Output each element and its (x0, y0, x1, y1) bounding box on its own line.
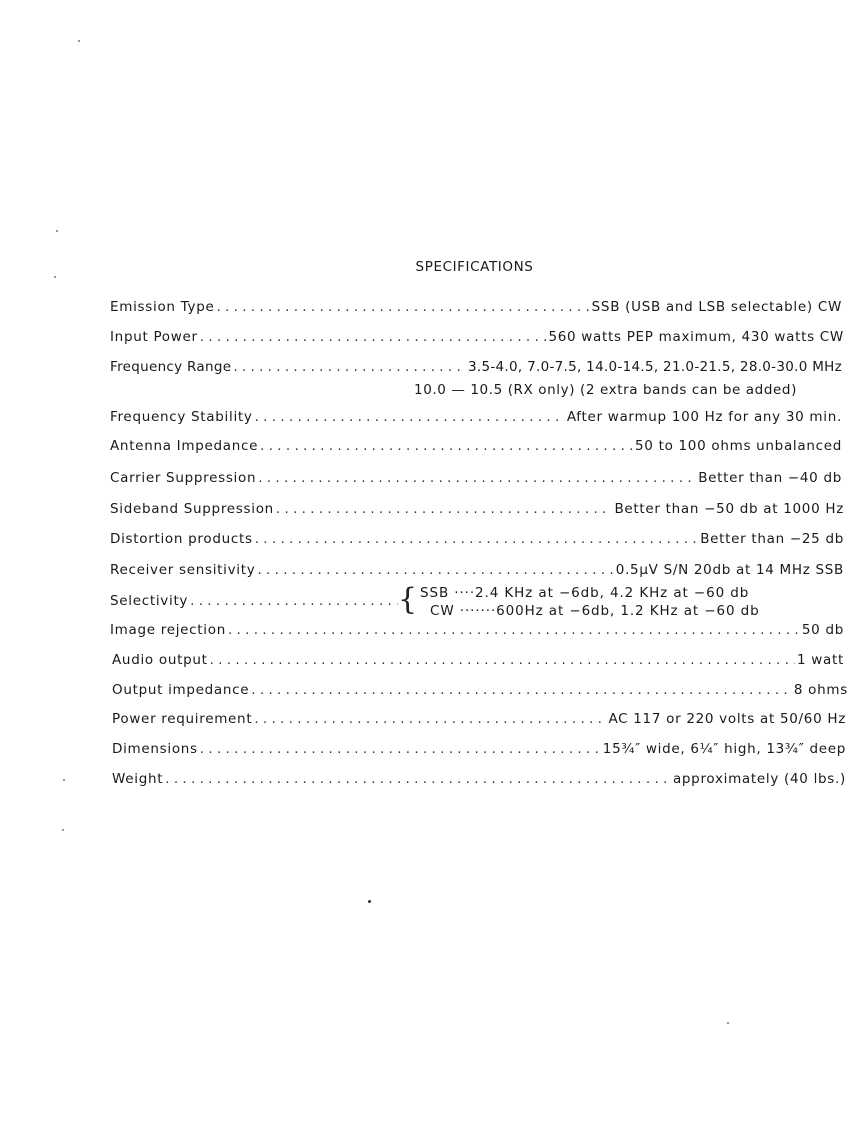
spec-row-weight (112, 771, 846, 787)
leader-dots (260, 438, 633, 454)
spec-row-image-rejection (110, 622, 844, 638)
leader-dots (216, 299, 589, 315)
spec-label: Weight (112, 771, 164, 787)
spec-row-dimensions (112, 741, 846, 757)
spec-value: 0.5μV S/N 20db at 14 MHz SSB (615, 562, 844, 578)
spec-label: Audio output (112, 652, 208, 668)
spec-value: 560 watts PEP maximum, 430 watts CW (548, 329, 844, 345)
brace-symbol: { (398, 582, 418, 617)
spec-row-sideband-suppression (110, 501, 844, 517)
spec-label: Power requirement (112, 711, 253, 727)
selectivity-cw: CW ·······600Hz at −6db, 1.2 KHz at −60 db (430, 603, 760, 619)
scan-speck (78, 40, 80, 42)
spec-value: AC 117 or 220 volts at 50/60 Hz (608, 711, 846, 727)
leader-dots (233, 359, 466, 375)
spec-value: approximately (40 lbs.) (672, 771, 846, 787)
leader-dots (257, 562, 613, 578)
spec-row-output-impedance (112, 682, 848, 698)
spec-row-frequency-stability (110, 409, 842, 425)
leader-dots (254, 711, 606, 727)
spec-row-receiver-sensitivity (110, 562, 844, 578)
leader-dots (276, 501, 613, 517)
spec-row-distortion-products (110, 531, 844, 547)
spec-value: Better than −40 db (698, 470, 842, 486)
spec-label: Carrier Suppression (110, 470, 257, 486)
spec-row-emission-type (110, 299, 842, 315)
spec-label: Sideband Suppression (110, 501, 274, 517)
leader-dots (255, 531, 699, 547)
spec-row-frequency-range (110, 359, 842, 375)
spec-label: Emission Type (110, 299, 215, 315)
spec-row-selectivity (110, 593, 400, 609)
leader-dots (200, 741, 601, 757)
spec-row-antenna-impedance (110, 438, 842, 454)
page-title: SPECIFICATIONS (415, 259, 534, 275)
scan-speck (727, 1022, 729, 1024)
spec-label: Frequency Range (110, 359, 232, 375)
frequency-range-continuation: 10.0 — 10.5 (RX only) (2 extra bands can be added) (414, 382, 797, 398)
spec-label: Output impedance (112, 682, 250, 698)
spec-label: Image rejection (110, 622, 226, 638)
spec-label: Receiver sensitivity (110, 562, 256, 578)
spec-label: Input Power (110, 329, 198, 345)
spec-label: Selectivity (110, 593, 189, 609)
leader-dots (251, 682, 792, 698)
spec-value: 8 ohms (793, 682, 848, 698)
spec-value: SSB (USB and LSB selectable) CW (591, 299, 842, 315)
scan-speck (62, 829, 64, 831)
leader-dots (165, 771, 671, 787)
spec-row-audio-output (112, 652, 844, 668)
spec-value: 1 watt (797, 652, 844, 668)
leader-dots (210, 652, 795, 668)
spec-value: 50 to 100 ohms unbalanced (635, 438, 842, 454)
spec-row-power-requirement (112, 711, 846, 727)
spec-row-carrier-suppression (110, 470, 842, 486)
leader-dots (228, 622, 800, 638)
leader-dots (200, 329, 547, 345)
scan-speck (368, 900, 371, 903)
spec-value: 15¾″ wide, 6¼″ high, 13¾″ deep (602, 741, 846, 757)
spec-value: Better than −25 db (700, 531, 844, 547)
scan-speck (54, 276, 56, 278)
spec-row-input-power (110, 329, 844, 345)
spec-label: Antenna Impedance (110, 438, 259, 454)
spec-value: Better than −50 db at 1000 Hz (614, 501, 844, 517)
leader-dots (255, 409, 565, 425)
spec-value: After warmup 100 Hz for any 30 min. (566, 409, 842, 425)
leader-dots (258, 470, 696, 486)
spec-label: Dimensions (112, 741, 198, 757)
spec-value: 50 db (801, 622, 844, 638)
selectivity-ssb: SSB ····2.4 KHz at −6db, 4.2 KHz at −60 db (420, 585, 750, 601)
spec-label: Frequency Stability (110, 409, 253, 425)
scan-speck (63, 779, 65, 781)
leader-dots (190, 593, 398, 609)
spec-value: 3.5-4.0, 7.0-7.5, 14.0-14.5, 21.0-21.5, 28.0-30.0 MHz (468, 359, 842, 375)
scan-speck (56, 230, 58, 232)
spec-label: Distortion products (110, 531, 253, 547)
